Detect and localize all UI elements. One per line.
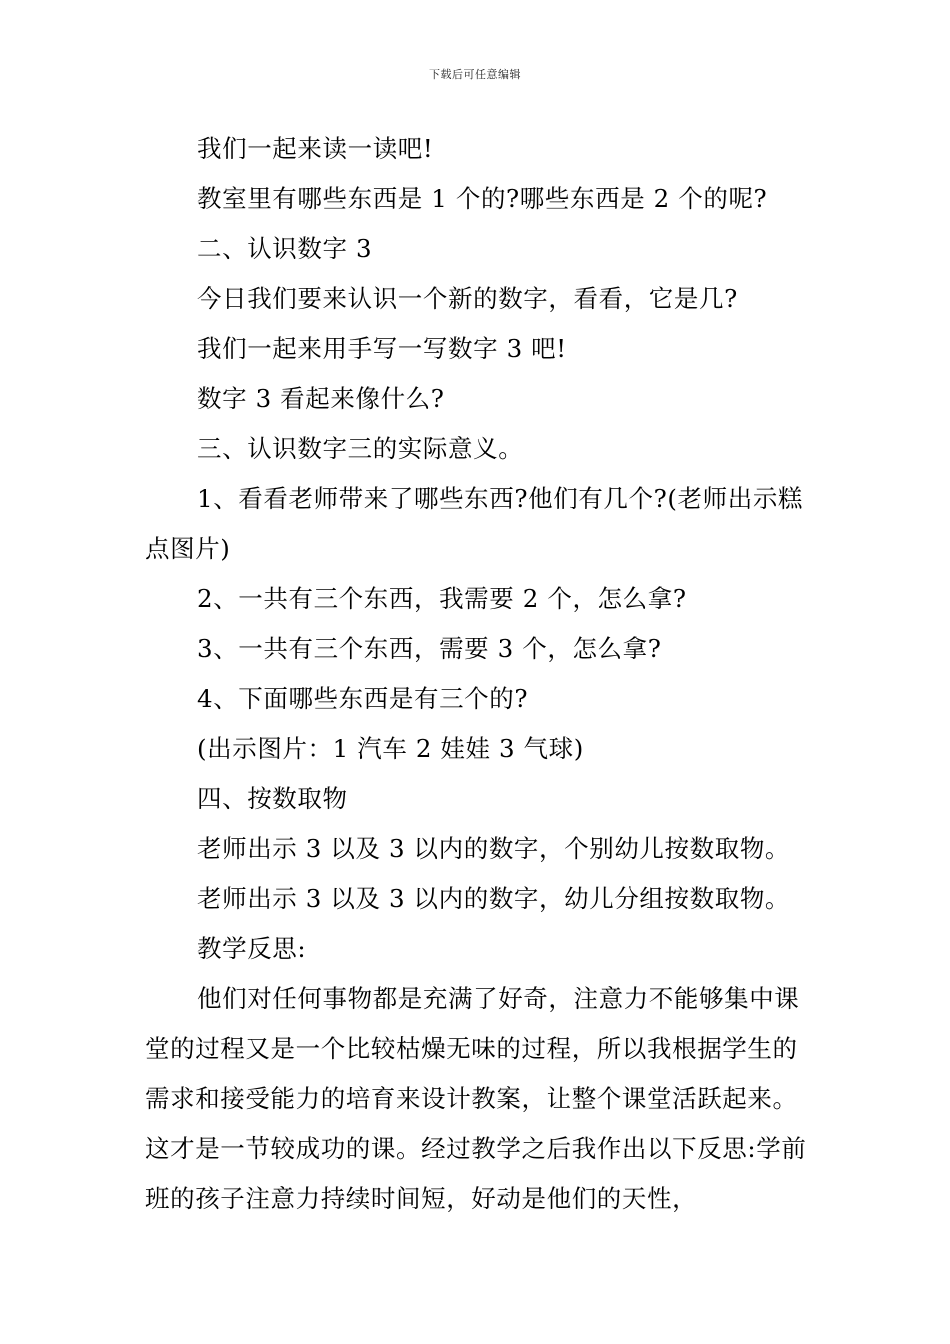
list-item: 1、看看老师带来了哪些东西?他们有几个?(老师出示糕点图片) <box>145 484 804 563</box>
paragraph: 数字 3 看起来像什么? <box>197 384 445 413</box>
document-body <box>145 124 815 1224</box>
page-header-note: 下载后可任意编辑 <box>429 68 521 81</box>
list-item: 4、下面哪些东西是有三个的? <box>197 684 529 713</box>
section-heading: 二、认识数字 3 <box>197 234 373 263</box>
list-item: 3、一共有三个东西，需要 3 个，怎么拿? <box>197 634 662 663</box>
paragraph: 今日我们要来认识一个新的数字，看看，它是几? <box>197 284 738 313</box>
section-heading: 四、按数取物 <box>197 784 348 813</box>
paragraph: 老师出示 3 以及 3 以内的数字，幼儿分组按数取物。 <box>197 884 791 913</box>
section-heading: 教学反思: <box>197 934 307 963</box>
paragraph: 教室里有哪些东西是 1 个的?哪些东西是 2 个的呢? <box>197 184 768 213</box>
paragraph: (出示图片：1 汽车 2 娃娃 3 气球) <box>197 734 584 763</box>
paragraph: 我们一起来用手写一写数字 3 吧! <box>197 334 567 363</box>
paragraph: 他们对任何事物都是充满了好奇，注意力不能够集中课堂的过程又是一个比较枯燥无味的过程，所以我根据学生的需求和接受能力的培育来设计教案，让整个课堂活跃起来。这才是一节较成功的课。经过教学之后我作出以下反思:学前班的孩子注意力持续时间短，好动是他们的天性， <box>145 984 807 1213</box>
list-item: 2、一共有三个东西，我需要 2 个，怎么拿? <box>197 584 687 613</box>
paragraph: 我们一起来读一读吧! <box>197 134 434 163</box>
section-heading: 三、认识数字三的实际意义。 <box>197 434 524 463</box>
paragraph: 老师出示 3 以及 3 以内的数字，个别幼儿按数取物。 <box>197 834 791 863</box>
